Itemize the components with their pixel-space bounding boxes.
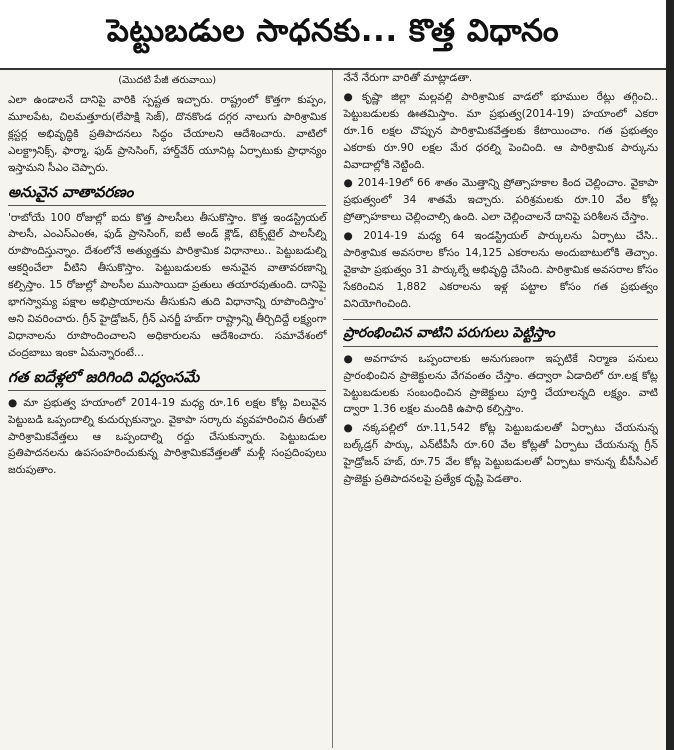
article-columns bbox=[8, 70, 658, 748]
left-paragraph-1: ఎలా ఉండాలనే దానిపై వారికి స్పష్టత ఇచ్చారు. రాష్ట్రంలో కొత్తగా కుప్పం, మూలపేట, చిలమత్తూరు(లేపాక్షి సెజ్), దొనకొండ దగ్గర నాలుగు పారిశ్రామిక క్లస్టర్ల అభివృద్ధికి ప్రతిపాదనలు సిద్ధం చేయాలని ఆదేశించారు. వాటిలో ఎలక్ట్రానిక్స్, ఫార్మా, ఫుడ్ ప్రాసెసింగ్, హార్డ్‌వేర్ యూనిట్ల ఏర్పాటుకు ప్రాధాన్యం ఇస్తామని సీఎం చెప్పారు. bbox=[8, 94, 327, 174]
right-bullet-3 bbox=[343, 228, 658, 313]
continued-note: (మొదటి పేజీ తరువాయి) bbox=[118, 75, 217, 86]
right-bullet-5 bbox=[343, 420, 658, 488]
subhead-past-five-years: గత ఐదేళ్లలో జరిగింది విధ్వంసమే bbox=[8, 366, 326, 391]
right-bullet-1 bbox=[343, 89, 658, 174]
left-column bbox=[8, 70, 333, 748]
subhead-accelerate-projects: ప్రారంభించిన వాటిని పరుగులు పెట్టిస్తాం bbox=[343, 319, 658, 347]
right-bullet-4 bbox=[343, 351, 658, 419]
bullet-icon: ● bbox=[343, 230, 360, 243]
left-bullet-1 bbox=[8, 395, 326, 480]
right-column bbox=[343, 70, 658, 748]
bullet-icon: ● bbox=[8, 396, 20, 409]
page-headline: పెట్టుబడుల సాధనకు... కొత్త విధానం bbox=[0, 0, 666, 70]
bullet-icon: ● bbox=[343, 90, 358, 103]
left-bullet-1-text: మా ప్రభుత్వ హయాంలో 2014-19 మధ్య రూ.16 లక్షల కోట్ల విలువైన పెట్టుబడి ఒప్పందాల్ని కుదుర్చుకున్నాం. వైకాపా సర్కారు వ్యవహరించిన తీరుతో పారిశ్రామికవేత్తలు ఆ ఒప్పందాల్ని రద్దు చేసుకున్నారు. పెట్టుబడుల ప్రతిపాదనలను ఉపసంహరించుకున్న పారిశ్రామికవేత్తలతో మళ్లీ సంప్రదింపులు జరుపుతాం. bbox=[8, 396, 327, 477]
right-bullet-4-text: అవగాహన ఒప్పందాలకు అనుగుణంగా ఇప్పటికే నిర్మాణ పనులు ప్రారంభించిన ప్రాజెక్టులను వేగవంతం చేస్తాం. తద్వారా ఏడాదిలో రూ.లక్ష కోట్ల పెట్టుబడులకు సంబంధించిన ప్రాజెక్టులు పూర్తి చేయాలన్నది లక్ష్యం. వాటి ద్వారా 1.36 లక్షల మందికి ఉపాధి కల్పిస్తాం. bbox=[343, 352, 658, 416]
bullet-icon: ● bbox=[343, 352, 361, 365]
right-bullet-2-text: 2014-19లో 66 శాతం మొత్తాన్ని ప్రోత్సాహకాల కింద చెల్లించాం. వైకాపా ప్రభుత్వంలో 34 శాతమే ఇచ్చారు. పరిశ్రమలకు రూ.10 వేల కోట్ల ప్రోత్సాహకాలు చెల్లించాల్సి ఉంది. ఎలా చెల్లించాలనే దానిపై పరిశీలన చేస్తాం. bbox=[343, 177, 658, 224]
right-bullet-3-text: 2014-19 మధ్య 64 ఇండస్ట్రియల్ పార్కులను ఏర్పాటు చేసి.. పారిశ్రామిక అవసరాల కోసం 14,125 ఎకరాలను అందుబాటులోకి తెచ్చాం. వైకాపా ప్రభుత్వం 31 పార్కుల్నే అభివృద్ధి చేసింది. పారిశ్రామిక అవసరాల కోసం సేకరించిన 1,882 ఎకరాలను ఇళ్ల పట్టాల కోసం గత ప్రభుత్వం వినియోగించింది. bbox=[343, 230, 658, 310]
bullet-icon: ● bbox=[343, 177, 354, 190]
right-bullet-1-text: కృష్ణా జిల్లా మల్లవల్లి పారిశ్రామిక వాడలో భూముల రేట్లు తగ్గించి.. పెట్టుబడులకు ఊతమిస్తాం. మా ప్రభుత్వ(2014-19) హయాంలో ఎకరా రూ.16 లక్షల చొప్పున పారిశ్రామికవేత్తలకు కేటాయించాం. గత ప్రభుత్వం ఎకరాకు రూ.90 లక్షల మేర ధరల్ని పెంచింది. ఆ పారిశ్రామిక పార్కును వివాదాల్లోకి నెట్టింది. bbox=[343, 90, 658, 171]
right-bullet-2 bbox=[343, 175, 658, 226]
bullet-icon: ● bbox=[343, 422, 359, 435]
right-paragraph-1: నేనే నేరుగా వారితో మాట్లాడతా. bbox=[343, 72, 473, 84]
subhead-favourable-environment: అనువైన వాతావరణం bbox=[8, 181, 326, 206]
left-paragraph-2: 'రాబోయే 100 రోజుల్లో ఐదు కొత్త పాలసీలు తీసుకొస్తాం. కొత్త ఇండస్ట్రియల్ పాలసీ, ఎంఎస్‌ఎంఈ, ఫుడ్ ప్రాసెసింగ్, ఐటీ అండ్ క్లౌడ్, టెక్స్‌టైల్ పాలసీల్ని రూపొందిస్తున్నాం. దేశంలోనే అత్యుత్తమ పారిశ్రామిక విధానాలు.. పెట్టుబడుల్ని ఆకర్షించేలా వీటిని తీసుకొస్తాం. పెట్టుబడులకు అనువైన వాతావరణాన్ని కల్పిస్తాం. 15 రోజుల్లో పాలసీల ముసాయిదా ప్రతులు తయారవుతుంది. దానిపై భాగస్వామ్య పక్షాల అభిప్రాయాలను తీసుకుని తుది విధానాన్ని రూపొందిస్తాం' అని వివరించారు. గ్రీన్ హైడ్రోజన్, గ్రీన్ ఎనర్జీ హబ్‌గా రాష్ట్రాన్ని తీర్చిదిద్దే లక్ష్యంగా విధానాలను రూపొందించాలని అధికారులను ఆదేశించారు. సమావేశంలో చంద్రబాబు ఇంకా ఏమన్నారంటే... bbox=[8, 211, 327, 359]
right-bullet-5-text: నక్కపల్లిలో రూ.11,542 కోట్ల పెట్టుబడులతో ఏర్పాటు చేయనున్న బల్క్‌డ్రగ్ పార్కు, ఎన్‌టీపీసీ రూ.60 వేల కోట్లతో ఏర్పాటు చేయనున్న గ్రీన్ హైడ్రోజన్ హబ్, రూ.75 వేల కోట్ల పెట్టుబడులతో ఏర్పాటు కానున్న బీపీసీఎల్ ప్రాజెక్టు ప్రతిపాదనలపై ప్రత్యేక దృష్టి పెడతాం. bbox=[343, 422, 658, 486]
